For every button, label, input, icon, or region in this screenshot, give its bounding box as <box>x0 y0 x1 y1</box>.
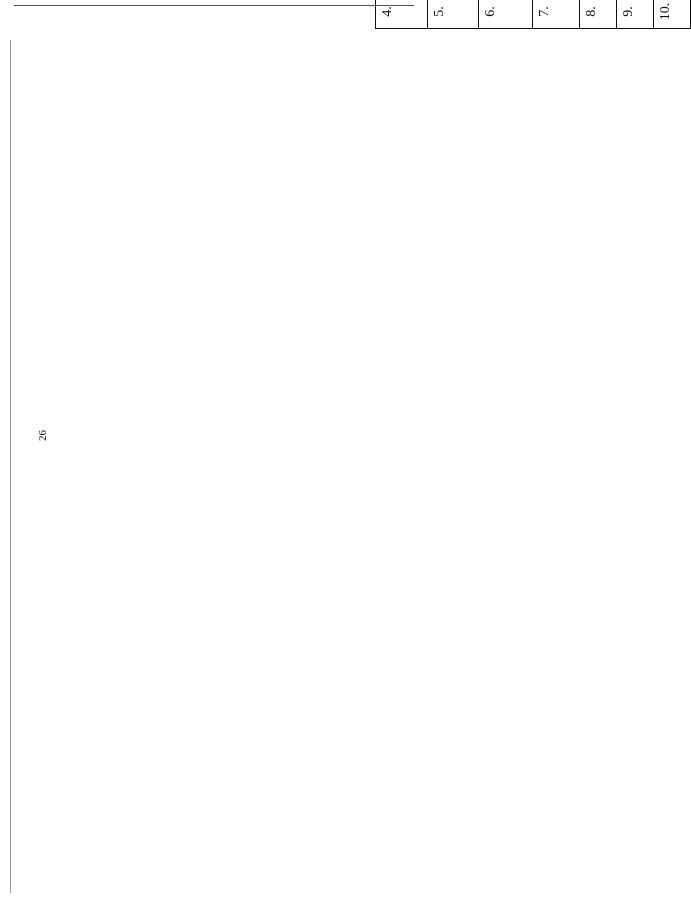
row-number: 6. <box>479 0 533 29</box>
row-number: 7. <box>533 0 580 29</box>
row-number: 10. <box>654 0 691 29</box>
equipment-table <box>375 0 691 29</box>
left-margin-rule <box>10 40 11 893</box>
row-number: 5. <box>428 0 479 29</box>
top-rule <box>14 5 414 6</box>
table-row <box>376 0 428 29</box>
rotated-table-wrapper <box>375 0 690 29</box>
row-number: 4. <box>376 0 428 29</box>
row-number: 8. <box>580 0 617 29</box>
table-body <box>376 0 691 29</box>
table-row <box>428 0 479 29</box>
table-row <box>617 0 654 29</box>
table-row <box>479 0 533 29</box>
table-row <box>580 0 617 29</box>
table-row <box>533 0 580 29</box>
row-number: 9. <box>617 0 654 29</box>
page-number: 26 <box>37 430 49 441</box>
table-row <box>654 0 691 29</box>
